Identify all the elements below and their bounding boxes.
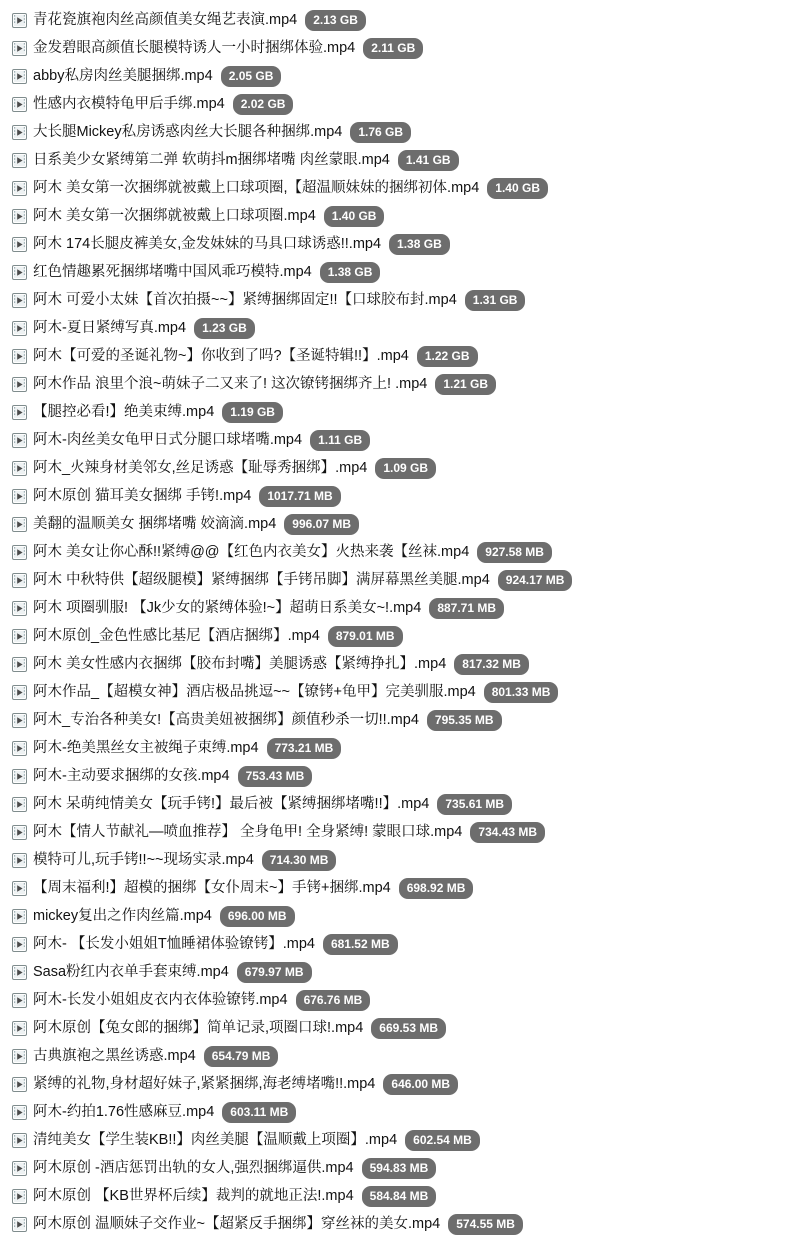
file-size-badge: 681.52 MB <box>323 934 398 955</box>
file-size-badge: 669.53 MB <box>371 1018 446 1039</box>
file-size-badge: 698.92 MB <box>399 878 474 899</box>
file-name: 阿木【情人节献礼—喷血推荐】 全身龟甲! 全身紧缚! 蒙眼口球.mp4 <box>33 824 463 840</box>
file-name: 阿木 美女性感内衣捆绑【胶布封嘴】美腿诱惑【紧缚挣扎】.mp4 <box>33 656 447 672</box>
list-item[interactable] <box>0 258 800 286</box>
file-size-badge: 603.11 MB <box>222 1102 296 1123</box>
file-size-badge: 924.17 MB <box>498 570 573 591</box>
file-name: 阿木原创【兔女郎的捆绑】简单记录,项圈口球!.mp4 <box>33 1020 364 1036</box>
list-item[interactable] <box>0 1098 800 1126</box>
list-item[interactable] <box>0 734 800 762</box>
list-item[interactable] <box>0 1154 800 1182</box>
list-item[interactable] <box>0 62 800 90</box>
video-file-icon <box>12 69 27 84</box>
video-file-icon <box>12 1161 27 1176</box>
video-file-icon <box>12 657 27 672</box>
file-name: 阿木 美女让你心酥!!紧缚@@【红色内衣美女】火热来袭【丝袜.mp4 <box>33 544 470 560</box>
file-size-badge: 1.09 GB <box>375 458 436 479</box>
file-size-badge: 602.54 MB <box>405 1130 480 1151</box>
list-item[interactable] <box>0 594 800 622</box>
video-file-icon <box>12 853 27 868</box>
list-item[interactable] <box>0 6 800 34</box>
video-file-icon <box>12 545 27 560</box>
file-name: 古典旗袍之黑丝诱惑.mp4 <box>33 1048 196 1064</box>
file-name: 阿木【可爱的圣诞礼物~】你收到了吗?【圣诞特辑!!】.mp4 <box>33 348 409 364</box>
list-item[interactable] <box>0 874 800 902</box>
file-name: 阿木 可爱小太妹【首次拍摄~~】紧缚捆绑固定!!【口球胶布封.mp4 <box>33 292 457 308</box>
file-name: 阿木 美女第一次捆绑就被戴上口球项圈,【超温顺妹妹的捆绑初体.mp4 <box>33 180 480 196</box>
list-item[interactable] <box>0 174 800 202</box>
list-item[interactable] <box>0 678 800 706</box>
file-size-badge: 1.40 GB <box>324 206 385 227</box>
list-item[interactable] <box>0 314 800 342</box>
video-file-icon <box>12 1189 27 1204</box>
video-file-icon <box>12 629 27 644</box>
file-size-badge: 584.84 MB <box>362 1186 437 1207</box>
video-file-icon <box>12 237 27 252</box>
file-name: 阿木原创 温顺妹子交作业~【超紧反手捆绑】穿丝袜的美女.mp4 <box>33 1216 441 1232</box>
video-file-icon <box>12 209 27 224</box>
file-size-badge: 753.43 MB <box>238 766 313 787</box>
file-name: 阿木-肉丝美女龟甲日式分腿口球堵嘴.mp4 <box>33 432 303 448</box>
file-name: 阿木 项圈驯服! 【Jk少女的紧缚体验!~】超萌日系美女~!.mp4 <box>33 600 422 616</box>
file-size-badge: 1.11 GB <box>310 430 370 451</box>
file-size-badge: 676.76 MB <box>296 990 371 1011</box>
list-item[interactable] <box>0 930 800 958</box>
video-file-icon <box>12 293 27 308</box>
file-name: 【周末福利!】超模的捆绑【女仆周末~】手铐+捆绑.mp4 <box>33 880 391 896</box>
video-file-icon <box>12 405 27 420</box>
file-name: 阿木作品_【超模女神】酒店极品挑逗~~【镣铐+龟甲】完美驯服.mp4 <box>33 684 476 700</box>
video-file-icon <box>12 573 27 588</box>
file-size-badge: 2.05 GB <box>221 66 282 87</box>
file-size-badge: 1.38 GB <box>320 262 381 283</box>
list-item[interactable] <box>0 902 800 930</box>
file-name: abby私房肉丝美腿捆绑.mp4 <box>33 68 213 84</box>
file-name: 金发碧眼高颜值长腿模特诱人一小时捆绑体验.mp4 <box>33 40 356 56</box>
list-item[interactable] <box>0 202 800 230</box>
list-item[interactable] <box>0 1210 800 1238</box>
file-name: 模特可儿,玩手铐!!~~现场实录.mp4 <box>33 852 254 868</box>
video-file-icon <box>12 41 27 56</box>
file-size-badge: 1.76 GB <box>350 122 411 143</box>
video-file-icon <box>12 321 27 336</box>
file-name: 阿木原创 -酒店惩罚出轨的女人,强烈捆绑逼供.mp4 <box>33 1160 354 1176</box>
file-name: 青花瓷旗袍肉丝高颜值美女绳艺表演.mp4 <box>33 12 298 28</box>
file-name: 阿木-约拍1.76性感麻豆.mp4 <box>33 1104 215 1120</box>
file-name: 阿木_专治各种美女!【高贵美妞被捆绑】颜值秒杀一切!!.mp4 <box>33 712 419 728</box>
file-size-badge: 594.83 MB <box>362 1158 437 1179</box>
file-name: 阿木原创 猫耳美女捆绑 手铐!.mp4 <box>33 488 252 504</box>
file-size-badge: 887.71 MB <box>429 598 504 619</box>
video-file-icon <box>12 265 27 280</box>
list-item[interactable] <box>0 1182 800 1210</box>
list-item[interactable] <box>0 454 800 482</box>
video-file-icon <box>12 601 27 616</box>
video-file-icon <box>12 97 27 112</box>
file-name: 日系美少女紧缚第二弹 软萌抖m捆绑堵嘴 肉丝蒙眼.mp4 <box>33 152 390 168</box>
video-file-icon <box>12 181 27 196</box>
file-size-badge: 1.40 GB <box>487 178 548 199</box>
file-size-badge: 734.43 MB <box>470 822 545 843</box>
video-file-icon <box>12 461 27 476</box>
file-name: 阿木 中秋特供【超级腿模】紧缚捆绑【手铐吊脚】满屏幕黑丝美腿.mp4 <box>33 572 490 588</box>
video-file-icon <box>12 517 27 532</box>
video-file-icon <box>12 965 27 980</box>
video-file-icon <box>12 489 27 504</box>
file-size-badge: 996.07 MB <box>284 514 359 535</box>
list-item[interactable] <box>0 818 800 846</box>
file-name: 阿木作品 浪里个浪~萌妹子二又来了! 这次镣铐捆绑齐上! .mp4 <box>33 376 428 392</box>
list-item[interactable] <box>0 650 800 678</box>
list-item[interactable] <box>0 1014 800 1042</box>
file-name: 阿木 呆萌纯情美女【玩手铐!】最后被【紧缚捆绑堵嘴!!】.mp4 <box>33 796 430 812</box>
file-name: 大长腿Mickey私房诱惑肉丝大长腿各种捆绑.mp4 <box>33 124 343 140</box>
file-size-badge: 1.31 GB <box>465 290 526 311</box>
file-size-badge: 696.00 MB <box>220 906 295 927</box>
file-name: 阿木-长发小姐姐皮衣内衣体验镣铐.mp4 <box>33 992 288 1008</box>
video-file-icon <box>12 713 27 728</box>
list-item[interactable] <box>0 566 800 594</box>
video-file-icon <box>12 825 27 840</box>
video-file-icon <box>12 1133 27 1148</box>
file-size-badge: 773.21 MB <box>267 738 342 759</box>
file-name: 阿木-绝美黑丝女主被绳子束缚.mp4 <box>33 740 259 756</box>
list-item[interactable] <box>0 706 800 734</box>
file-name: 红色情趣累死捆绑堵嘴中国风乖巧模特.mp4 <box>33 264 312 280</box>
file-size-badge: 574.55 MB <box>448 1214 523 1235</box>
file-name: 阿木-主动要求捆绑的女孩.mp4 <box>33 768 230 784</box>
file-name: 紧缚的礼物,身材超好妹子,紧紧捆绑,海老缚堵嘴!!.mp4 <box>33 1076 376 1092</box>
file-size-badge: 646.00 MB <box>383 1074 458 1095</box>
video-file-icon <box>12 1105 27 1120</box>
file-name: 阿木 174长腿皮裤美女,金发妹妹的马具口球诱惑!!.mp4 <box>33 236 382 252</box>
video-file-icon <box>12 1049 27 1064</box>
video-file-icon <box>12 377 27 392</box>
file-size-badge: 927.58 MB <box>477 542 552 563</box>
file-name: 性感内衣模特龟甲后手绑.mp4 <box>33 96 225 112</box>
video-file-icon <box>12 769 27 784</box>
file-size-badge: 679.97 MB <box>237 962 312 983</box>
file-size-badge: 1.21 GB <box>435 374 496 395</box>
file-size-badge: 1.19 GB <box>222 402 283 423</box>
file-size-badge: 795.35 MB <box>427 710 502 731</box>
list-item[interactable] <box>0 1126 800 1154</box>
file-size-badge: 2.13 GB <box>305 10 366 31</box>
video-file-icon <box>12 797 27 812</box>
video-file-icon <box>12 881 27 896</box>
file-size-badge: 735.61 MB <box>437 794 512 815</box>
video-file-icon <box>12 349 27 364</box>
list-item[interactable] <box>0 370 800 398</box>
file-size-badge: 654.79 MB <box>204 1046 279 1067</box>
file-size-badge: 879.01 MB <box>328 626 403 647</box>
list-item[interactable] <box>0 1070 800 1098</box>
video-file-icon <box>12 1217 27 1232</box>
list-item[interactable] <box>0 482 800 510</box>
file-size-badge: 2.02 GB <box>233 94 294 115</box>
video-file-icon <box>12 993 27 1008</box>
file-name: 阿木- 【长发小姐姐T恤睡裙体验镣铐】.mp4 <box>33 936 315 952</box>
file-name: 【腿控必看!】绝美束缚.mp4 <box>33 404 215 420</box>
video-file-icon <box>12 433 27 448</box>
list-item[interactable] <box>0 762 800 790</box>
video-file-icon <box>12 937 27 952</box>
file-size-badge: 2.11 GB <box>363 38 423 59</box>
list-item[interactable] <box>0 958 800 986</box>
file-size-badge: 817.32 MB <box>454 654 529 675</box>
video-file-icon <box>12 13 27 28</box>
file-size-badge: 1.23 GB <box>194 318 255 339</box>
list-item[interactable] <box>0 846 800 874</box>
list-item[interactable] <box>0 986 800 1014</box>
video-file-icon <box>12 685 27 700</box>
file-name: 阿木_火辣身材美邻女,丝足诱惑【耻辱秀捆绑】.mp4 <box>33 460 368 476</box>
list-item[interactable] <box>0 398 800 426</box>
file-name: 阿木原创 【KB世界杯后续】裁判的就地正法!.mp4 <box>33 1188 354 1204</box>
list-item[interactable] <box>0 622 800 650</box>
list-item[interactable] <box>0 34 800 62</box>
list-item[interactable] <box>0 1042 800 1070</box>
list-item[interactable] <box>0 342 800 370</box>
video-file-icon <box>12 1021 27 1036</box>
video-file-icon <box>12 125 27 140</box>
file-size-badge: 714.30 MB <box>262 850 337 871</box>
file-size-badge: 1017.71 MB <box>259 486 340 507</box>
file-name: mickey复出之作肉丝篇.mp4 <box>33 908 212 924</box>
video-file-icon <box>12 909 27 924</box>
file-size-badge: 1.41 GB <box>398 150 459 171</box>
list-item[interactable] <box>0 146 800 174</box>
list-item[interactable] <box>0 286 800 314</box>
list-item[interactable] <box>0 230 800 258</box>
video-file-icon <box>12 741 27 756</box>
file-size-badge: 801.33 MB <box>484 682 559 703</box>
file-name: 阿木 美女第一次捆绑就被戴上口球项圈.mp4 <box>33 208 316 224</box>
list-item[interactable] <box>0 510 800 538</box>
file-name: 阿木原创_金色性感比基尼【酒店捆绑】.mp4 <box>33 628 320 644</box>
file-name: 阿木-夏日紧缚写真.mp4 <box>33 320 187 336</box>
video-file-icon <box>12 153 27 168</box>
file-name: 清纯美女【学生装KB!!】肉丝美腿【温顺戴上项圈】.mp4 <box>33 1132 398 1148</box>
file-size-badge: 1.38 GB <box>389 234 450 255</box>
list-item[interactable] <box>0 90 800 118</box>
list-item[interactable] <box>0 790 800 818</box>
list-item[interactable] <box>0 538 800 566</box>
file-name: Sasa粉红内衣单手套束缚.mp4 <box>33 964 229 980</box>
file-name: 美翻的温顺美女 捆绑堵嘴 姣滴滴.mp4 <box>33 516 277 532</box>
file-size-badge: 1.22 GB <box>417 346 478 367</box>
list-item[interactable] <box>0 426 800 454</box>
video-file-icon <box>12 1077 27 1092</box>
list-item[interactable] <box>0 118 800 146</box>
